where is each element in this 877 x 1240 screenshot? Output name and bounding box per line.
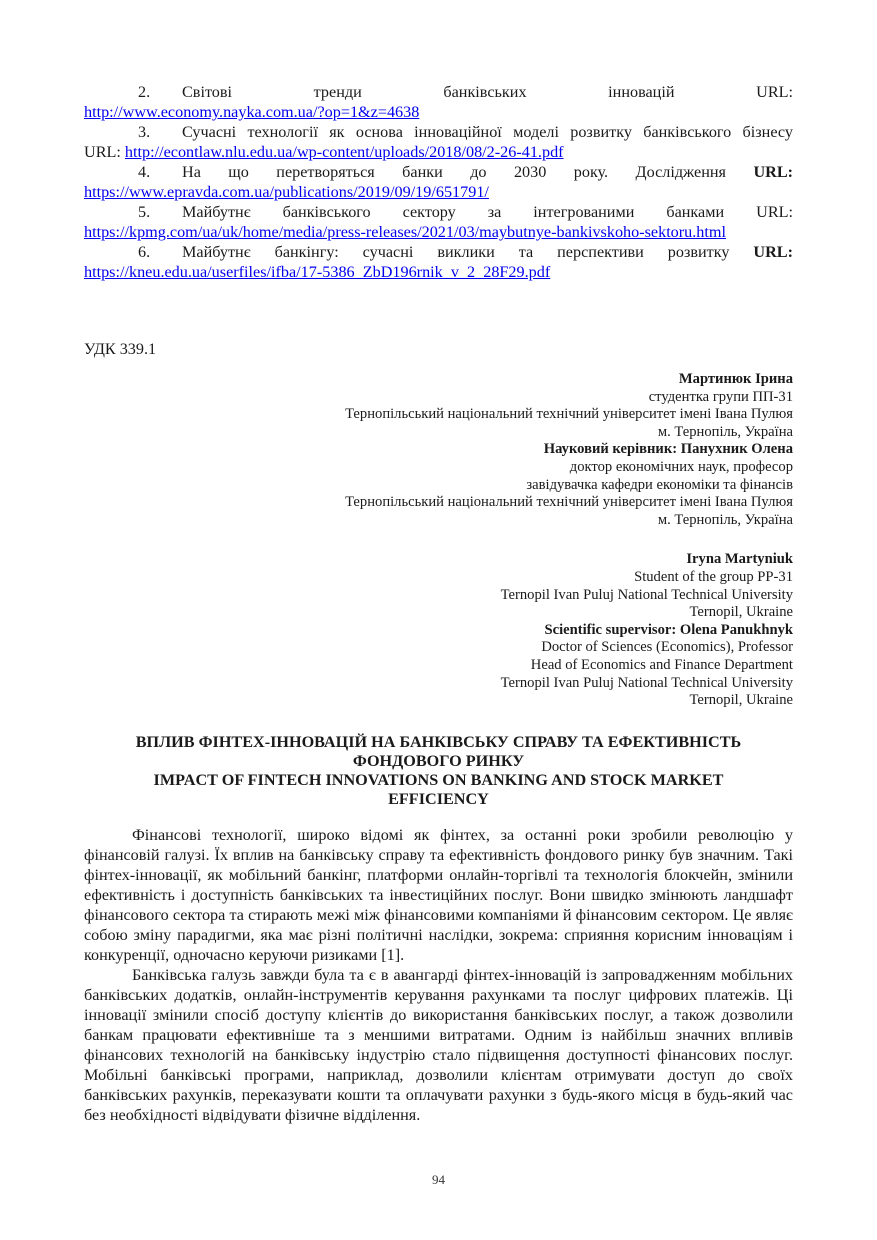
paragraph: Банківська галузь завжди була та є в авангарді фінтех-інновацій із запровадженням мобільних банківських додатків, онлайн-інструментів керування рахунками та послуг цифрових платежів. Ці інновації змінили спосіб доступу клієнтів до використання банківських послуг, а також дозволили банкам працювати ефективніше та з меншими витратами. Одним із найбільш значних впливів фінансових технологій на банківську індустрію стало підвищення доступності фінансових послуг. Мобільні банківські програми, наприклад, дозволили клієнтам отримувати доступ до своїх банківських рахунків, переказувати кошти та оплачувати рахунки з будь-якого місця в будь-який час без необхідності відвідувати фізичне відділення.	[84, 965, 793, 1124]
reference-item-4: 4. На що перетворяться банки до 2030 року. Дослідження URL: https://www.epravda.com.ua/publications/2019/09/19/651791/	[84, 163, 794, 201]
supervisor-name: Науковий керівник: Панухник Олена	[543, 441, 793, 458]
reference-item-3: 3. Сучасні технології як основа інноваційної моделі розвитку банківського бізнесу URL: http://econtlaw.nlu.edu.ua/wp-content/uploads/2018/08/2-26-41.pdf	[84, 123, 793, 161]
reference-link[interactable]: https://kpmg.com/ua/uk/home/media/press-releases/2021/03/maybutnye-bankivskoho-sektoru.html	[84, 223, 726, 241]
paragraph: Фінансові технології, широко відомі як фінтех, за останні роки зробили революцію у фінансовій галузі. Їх вплив на банківську справу та ефективність фондового ринку був значним. Такі фінтех-інновації, як мобільний банкінг, платформи онлайн-торгівлі та технологія блокчейн, змінили ефективність і доступність банківських та інвестиційних послуг. Вони швидко змінюють ландшафт фінансового сектора та стирають межі між фінансовими компаніями й фінансовим сектором. Це являє собою зміну парадигми, яка має різні політичні наслідки, зокрема: сприяння корисним інноваціям і конкуренції, одночасно керуючи ризиками [1].	[84, 825, 793, 964]
article-body	[84, 825, 793, 1125]
reference-link[interactable]: https://kneu.edu.ua/userfiles/ifba/17-5386_ZbD196rnik_v_2_28F29.pdf	[84, 263, 551, 281]
author-name: Iryna Martyniuk	[686, 551, 793, 568]
page-number: 94	[432, 1172, 445, 1187]
reference-link[interactable]: https://www.epravda.com.ua/publications/2019/09/19/651791/	[84, 183, 489, 201]
reference-link[interactable]: http://www.economy.nayka.com.ua/?op=1&z=4638	[84, 103, 420, 121]
reference-link[interactable]: http://econtlaw.nlu.edu.ua/wp-content/uploads/2018/08/2-26-41.pdf	[124, 143, 564, 161]
author-block-en: Iryna Martyniuk Student of the group PP-31 Ternopil Ivan Puluj National Technical University Ternopil, Ukraine Scientific supervisor: Olena Panukhnyk Doctor of Sciences (Economics), Professor Head of Economics and Finance Department Ternopil Ivan Puluj National Technical University Ternopil, Ukraine	[500, 551, 793, 709]
reference-item-2: 2. Світові тренди банківських інновацій URL: http://www.economy.nayka.com.ua/?op=1&z=4638	[84, 83, 793, 121]
udk-code: УДК 339.1	[84, 340, 157, 358]
document-page	[84, 82, 793, 1125]
reference-item-5: 5. Майбутнє банківського сектору за інтегрованими банками URL: https://kpmg.com/ua/uk/home/media/press-releases/2021/03/maybutnye-bankivskoho-sektoru.html	[84, 203, 794, 241]
supervisor-name: Scientific supervisor: Olena Panukhnyk	[544, 621, 793, 638]
article-title: ВПЛИВ ФІНТЕХ-ІННОВАЦІЙ НА БАНКІВСЬКУ СПРАВУ ТА ЕФЕКТИВНІСТЬ ФОНДОВОГО РИНКУ IMPACT OF FINTECH INNOVATIONS ON BANKING AND STOCK MARKET EFFICIENCY	[135, 732, 742, 808]
author-block-ua: Мартинюк Ірина студентка групи ПП-31 Тернопільський національний технічний університет імені Івана Пулюя м. Тернопіль, Україна Науковий керівник: Панухник Олена доктор економічних наук, професор завідувачка кафедри економіки та фінансів Тернопільський національний технічний університет імені Івана Пулюя м. Тернопіль, Україна	[345, 371, 793, 528]
reference-item-6: 6. Майбутнє банкінгу: сучасні виклики та перспективи розвитку URL: https://kneu.edu.ua/userfiles/ifba/17-5386_ZbD196rnik_v_2_28F29.pdf	[84, 243, 793, 281]
author-name: Мартинюк Ірина	[678, 371, 793, 387]
